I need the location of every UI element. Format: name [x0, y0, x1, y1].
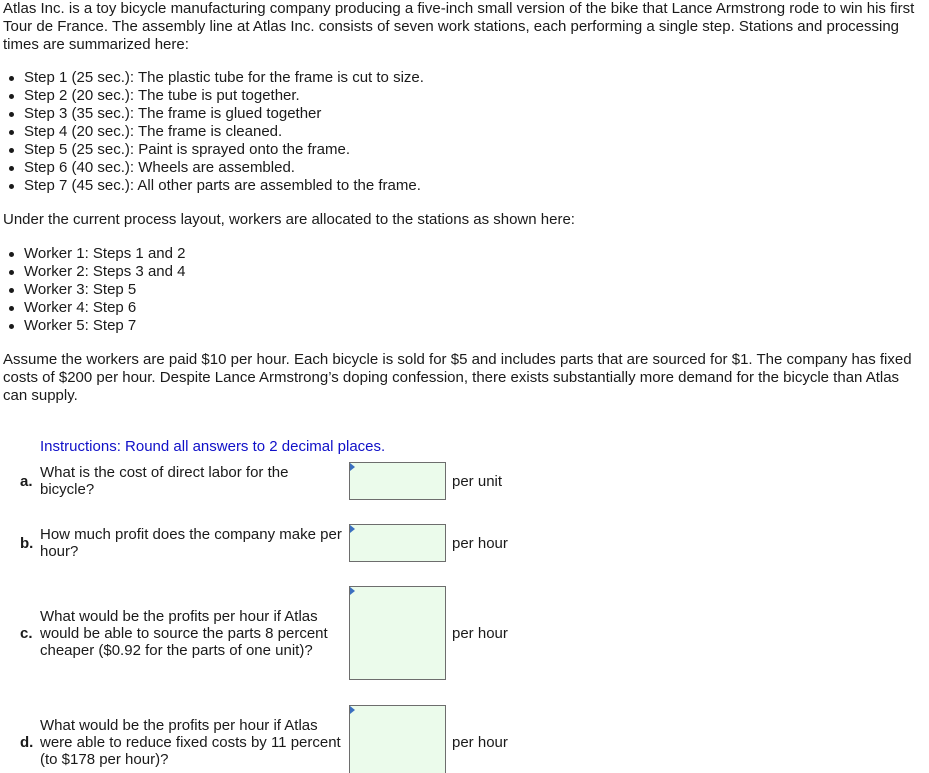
answer-d-unit: per hour: [452, 734, 508, 751]
intro-paragraph: Atlas Inc. is a toy bicycle manufacturing company producing a five-inch small version of the bike that Lance Armstrong rode to win his first Tour de France. The assembly line at Atlas Inc. consists of seven work stations, each performing a single step. Stations and processing times are summarized here:: [3, 0, 915, 53]
workers-list: [0, 245, 185, 335]
answer-a-input[interactable]: [349, 462, 446, 500]
step-item: Step 7 (45 sec.): All other parts are assembled to the frame.: [0, 177, 424, 195]
step-item: Step 3 (35 sec.): The frame is glued together: [0, 105, 424, 123]
question-a-letter: a.: [20, 473, 33, 490]
answer-c-unit: per hour: [452, 625, 508, 642]
question-d-letter: d.: [20, 734, 34, 751]
step-item: Step 2 (20 sec.): The tube is put together.: [0, 87, 424, 105]
worker-item: Worker 2: Steps 3 and 4: [0, 263, 185, 281]
worker-item: Worker 3: Step 5: [0, 281, 185, 299]
answer-d-input[interactable]: [349, 705, 446, 773]
answer-b-unit: per hour: [452, 535, 508, 552]
answer-c-input[interactable]: [349, 586, 446, 680]
worker-item: Worker 1: Steps 1 and 2: [0, 245, 185, 263]
answer-d-marker-icon: [350, 706, 355, 714]
answer-b-input[interactable]: [349, 524, 446, 562]
question-c-text: What would be the profits per hour if Atlas would be able to source the parts 8 percent cheaper ($0.92 for the parts of one unit)?: [40, 608, 328, 659]
step-item: Step 6 (40 sec.): Wheels are assembled.: [0, 159, 424, 177]
answer-b-marker-icon: [350, 525, 355, 533]
answer-c-marker-icon: [350, 587, 355, 595]
question-d-text: What would be the profits per hour if Atlas were able to reduce fixed costs by 11 percent (to $178 per hour)?: [40, 717, 341, 768]
layout-intro-paragraph: Under the current process layout, workers are allocated to the stations as shown here:: [3, 211, 575, 228]
answer-a-marker-icon: [350, 463, 355, 471]
question-a-text: What is the cost of direct labor for the bicycle?: [40, 464, 289, 498]
step-item: Step 4 (20 sec.): The frame is cleaned.: [0, 123, 424, 141]
step-item: Step 5 (25 sec.): Paint is sprayed onto the frame.: [0, 141, 424, 159]
question-b-letter: b.: [20, 535, 34, 552]
worker-item: Worker 4: Step 6: [0, 299, 185, 317]
assumptions-paragraph: Assume the workers are paid $10 per hour. Each bicycle is sold for $5 and includes parts that are sourced for $1. The company has fixed costs of $200 per hour. Despite Lance Armstrong’s doping confession, there exists substantially more demand for the bicycle than Atlas can supply.: [3, 351, 912, 404]
steps-list: [0, 69, 424, 195]
answer-a-unit: per unit: [452, 473, 503, 490]
question-c-letter: c.: [20, 625, 33, 642]
step-item: Step 1 (25 sec.): The plastic tube for the frame is cut to size.: [0, 69, 424, 87]
question-b-text: How much profit does the company make per hour?: [40, 526, 342, 560]
instructions-text: Instructions: Round all answers to 2 decimal places.: [40, 438, 386, 455]
worker-item: Worker 5: Step 7: [0, 317, 185, 335]
